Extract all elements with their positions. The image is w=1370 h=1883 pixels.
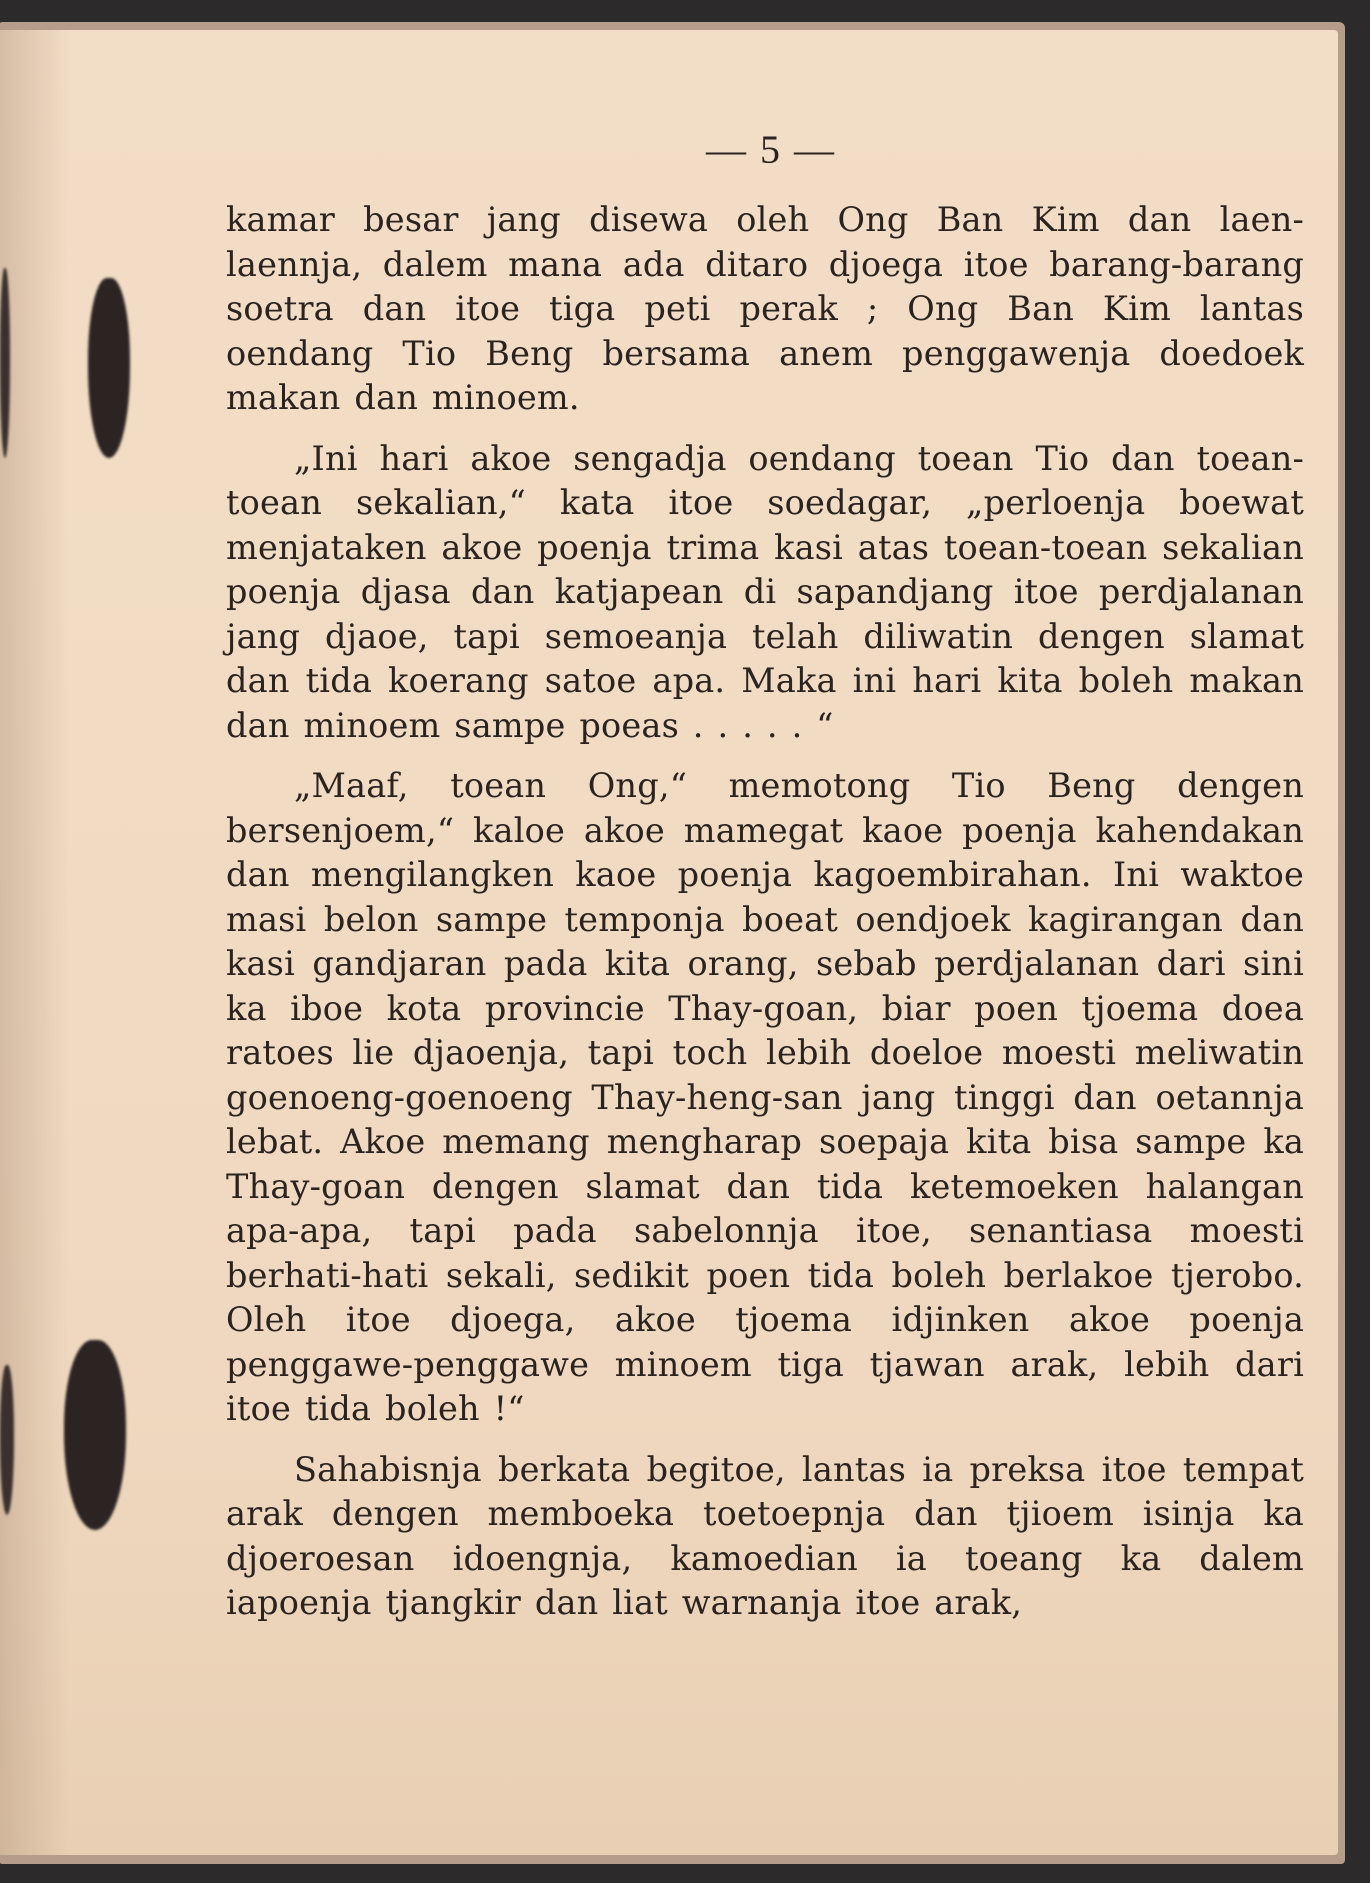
paragraph-4: Sahabisnja berkata begitoe, lantas ia preksa itoe tempat arak dengen memboeka toetoepnja dan tjioem isinja ka djoeroesan idoengnja, kamoedian ia toeang ka dalem iapoenja tjangkir dan liat warnanja itoe arak,	[226, 1449, 1304, 1622]
gutter-shadow	[0, 30, 70, 1855]
binding-hole-bottom	[64, 1340, 126, 1530]
binding-mark-top-edge	[0, 268, 10, 458]
page-text-block	[226, 125, 1304, 1642]
page-number: — 5 —	[706, 127, 836, 172]
paragraph-3: „Maaf, toean Ong,“ memotong Tio Beng dengen bersenjoem,“ kaloe akoe mamegat kaoe poenja kahendakan dan mengilangken kaoe poenja kagoembirahan. Ini waktoe masi belon sampe temponja boeat oendjoek kagirangan dan kasi gandjaran pada kita orang, sebab perdjalanan dari sini ka iboe kota provincie Thay-goan, biar poen tjoema doea ratoes lie djaoenja, tapi toch lebih doeloe moesti meliwatin goenoeng-goenoeng Thay-heng-san jang tinggi dan oetannja lebat. Akoe memang mengharap soepaja kita bisa sampe ka Thay-goan dengen slamat dan tida ketemoeken halangan apa-apa, tapi pada sabelonnja itoe, senantiasa moesti berhati-hati sekali, sedikit poen tida boleh berlakoe tjerobo. Oleh itoe djoega, akoe tjoema idjinken akoe poenja penggawe-penggawe minoem tiga tjawan arak, lebih dari itoe tida boleh !“	[226, 766, 1304, 1428]
binding-hole-top	[88, 278, 130, 458]
binding-mark-bottom-edge	[0, 1365, 14, 1515]
paragraph-2: „Ini hari akoe sengadja oendang toean Tio dan toean-toean sekalian,“ kata itoe soedagar, „perloenja boewat menjataken akoe poenja trima kasi atas toean-toean sekalian poenja djasa dan katjapean di sapandjang itoe perdjalanan jang djaoe, tapi semoeanja telah diliwatin dengen slamat dan tida koerang satoe apa. Maka ini hari kita boleh makan dan minoem sampe poeas . . . . . “	[226, 438, 1304, 745]
paragraph-1: kamar besar jang disewa oleh Ong Ban Kim dan laen-laennja, dalem mana ada ditaro djoega itoe barang-barang soetra dan itoe tiga peti perak ; Ong Ban Kim lantas oendang Tio Beng bersama anem penggawenja doedoek makan dan minoem.	[226, 200, 1304, 417]
